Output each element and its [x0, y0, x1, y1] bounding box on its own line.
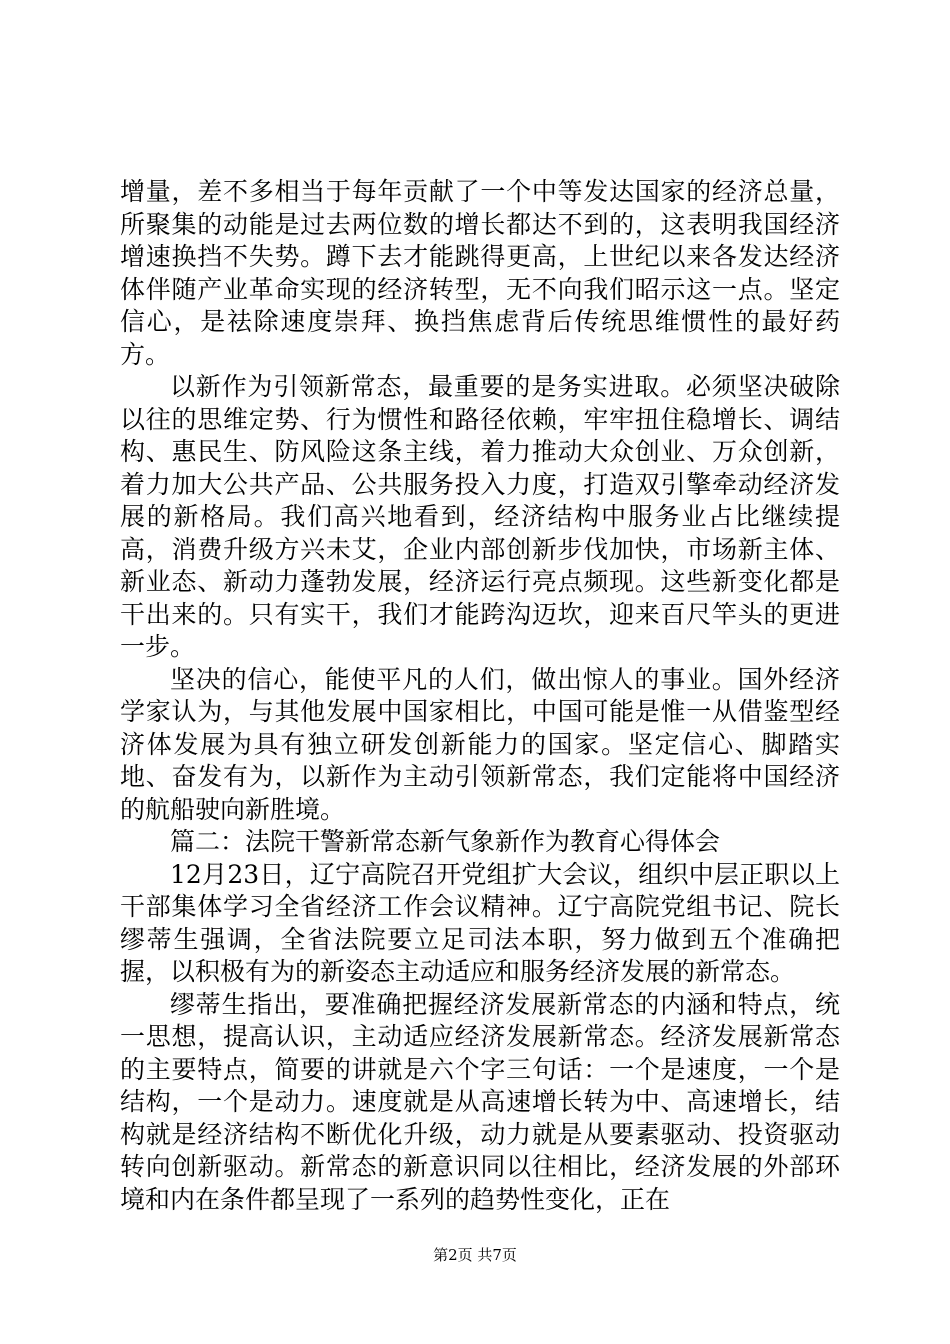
- section-heading: 篇二：法院干警新常态新气象新作为教育心得体会: [170, 827, 721, 856]
- document-body: [120, 176, 840, 1216]
- paragraph-5: 缪蒂生指出，要准确把握经济发展新常态的内涵和特点，统一思想，提高认识，主动适应经济发展新常态。经济发展新常态的主要特点，简要的讲就是六个字三句话：一个是速度，一个是结构，一个是动力。速度就是从高速增长转为中、高速增长，结构就是经济结构不断优化升级，动力就是从要素驱动、投资驱动转向创新驱动。新常态的新意识同以往相比，经济发展的外部环境和内在条件都呈现了一系列的趋势性变化，正在: [120, 989, 840, 1214]
- page-number-footer: 第2页 共7页: [433, 1246, 517, 1264]
- paragraph-4: 12月23日，辽宁高院召开党组扩大会议，组织中层正职以上干部集体学习全省经济工作会议精神。辽宁高院党组书记、院长缪蒂生强调，全省法院要立足司法本职，努力做到五个准确把握，以积极有为的新姿态主动适应和服务经济发展的新常态。: [120, 859, 840, 986]
- paragraph-1: 增量，差不多相当于每年贡献了一个中等发达国家的经济总量，所聚集的动能是过去两位数的增长都达不到的，这表明我国经济增速换挡不失势。蹲下去才能跳得更高，上世纪以来各发达经济体伴随产业革命实现的经济转型，无不向我们昭示这一点。坚定信心，是祛除速度崇拜、换挡焦虑背后传统思维惯性的最好药方。: [120, 177, 840, 369]
- paragraph-3: 坚决的信心，能使平凡的人们，做出惊人的事业。国外经济学家认为，与其他发展中国家相比，中国可能是惟一从借鉴型经济体发展为具有独立研发创新能力的国家。坚定信心、脚踏实地、奋发有为，以新作为主动引领新常态，我们定能将中国经济的航船驶向新胜境。: [120, 664, 840, 824]
- paragraph-2: 以新作为引领新常态，最重要的是务实进取。必须坚决破除以往的思维定势、行为惯性和路径依赖，牢牢扭住稳增长、调结构、惠民生、防风险这条主线，着力推动大众创业、万众创新，着力加大公共产品、公共服务投入力度，打造双引擎牵动经济发展的新格局。我们高兴地看到，经济结构中服务业占比继续提高，消费升级方兴未艾，企业内部创新步伐加快，市场新主体、新业态、新动力蓬勃发展，经济运行亮点频现。这些新变化都是干出来的。只有实干，我们才能跨沟迈坎，迎来百尺竿头的更进一步。: [120, 372, 840, 661]
